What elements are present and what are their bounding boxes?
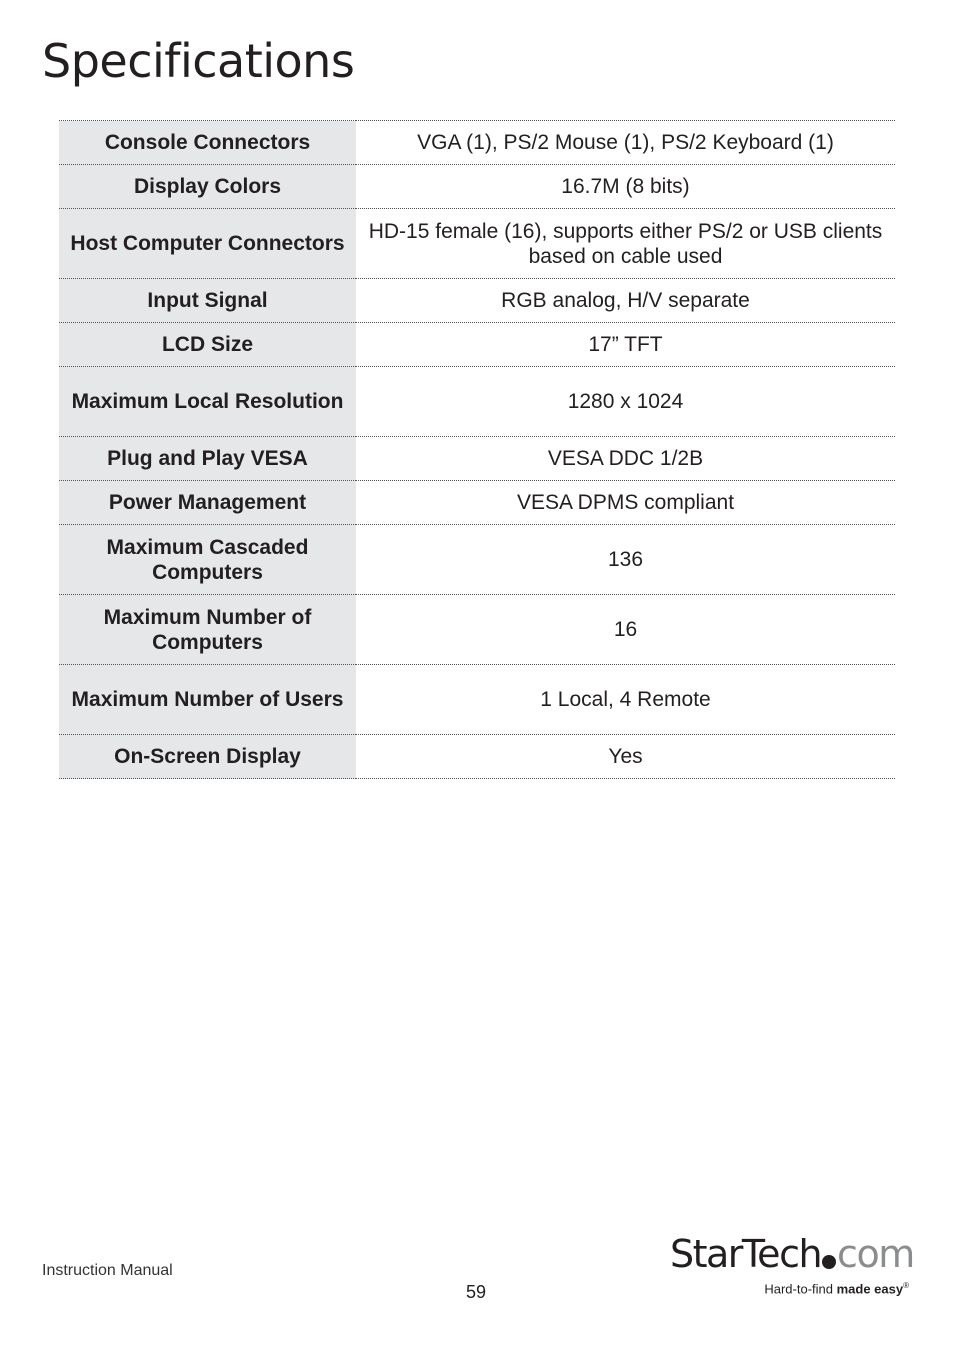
spec-value: 136 [356,525,895,595]
table-row [59,279,895,323]
table-row [59,481,895,525]
spec-value: VGA (1), PS/2 Mouse (1), PS/2 Keyboard (1) [356,121,895,165]
spec-value: 16 [356,595,895,665]
table-row [59,735,895,779]
spec-label: Display Colors [59,165,356,209]
table-row [59,165,895,209]
spec-value: 16.7M (8 bits) [356,165,895,209]
table-row [59,367,895,437]
logo-tagline [764,1281,909,1296]
spec-value: 1 Local, 4 Remote [356,665,895,735]
spec-label: Maximum Number of Computers [59,595,356,665]
logo-word-end: com [837,1232,914,1276]
table-row [59,595,895,665]
spec-value: RGB analog, H/V separate [356,279,895,323]
spec-label: On-Screen Display [59,735,356,779]
spec-label: Maximum Number of Users [59,665,356,735]
table-row [59,437,895,481]
logo-dot-icon [822,1255,836,1269]
spec-label: Console Connectors [59,121,356,165]
specifications-table [59,120,895,779]
spec-value: VESA DDC 1/2B [356,437,895,481]
spec-value: 17” TFT [356,323,895,367]
spec-label: Maximum Cascaded Computers [59,525,356,595]
spec-label: Input Signal [59,279,356,323]
page-title: Specifications [42,34,355,88]
logo-word-start: StarTech [670,1232,822,1276]
table-row [59,665,895,735]
spec-label: Maximum Local Resolution [59,367,356,437]
table-row [59,323,895,367]
logo-tagline-bold: made easy [836,1281,904,1297]
spec-value: 1280 x 1024 [356,367,895,437]
spec-value: HD-15 female (16), supports either PS/2 or USB clients based on cable used [356,209,895,279]
spec-label: Host Computer Connectors [59,209,356,279]
logo-tagline-plain: Hard-to-find [764,1281,837,1297]
spec-label: Power Management [59,481,356,525]
page-number: 59 [466,1282,487,1302]
table-row [59,209,895,279]
spec-value: VESA DPMS compliant [356,481,895,525]
logo-wordmark [670,1232,914,1276]
spec-label: Plug and Play VESA [59,437,356,481]
table-row [59,525,895,595]
table-row [59,121,895,165]
startech-logo [670,1232,915,1304]
footer-manual-label: Instruction Manual [42,1262,173,1279]
logo-tagline-mark: ® [903,1281,909,1290]
spec-label: LCD Size [59,323,356,367]
spec-value: Yes [356,735,895,779]
